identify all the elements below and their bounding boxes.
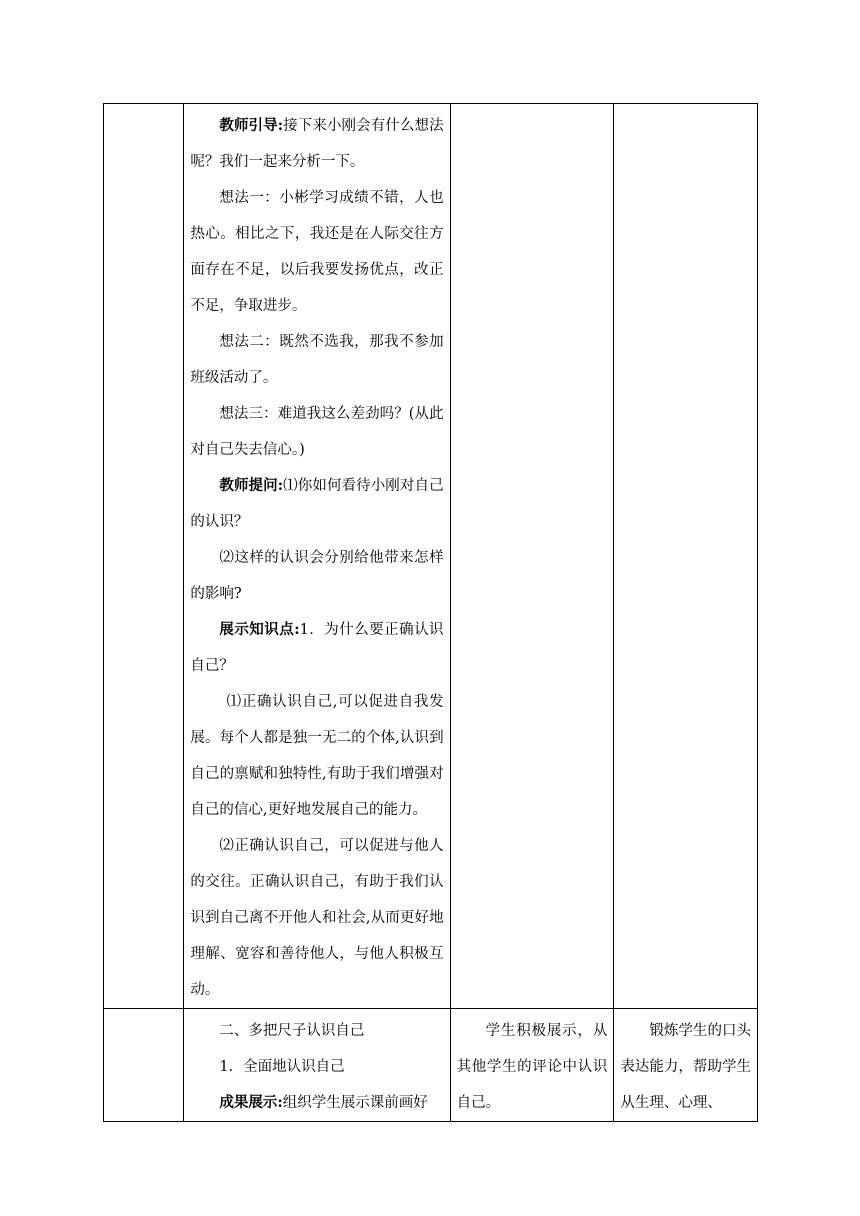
paragraph: 1．全面地认识自己: [219, 1059, 345, 1075]
paragraph: ⑵正确认识自己，可以促进与他人的交往。正确认识自己，有助于我们认识到自己离不开他人和社会,从而更好地理解、宽容和善待他人，与他人积极互动。: [190, 838, 444, 998]
table-row: [104, 104, 758, 1009]
paragraph: 想法二：既然不选我，那我不参加班级活动了。: [190, 334, 444, 386]
design-intent-cell: [614, 104, 758, 1009]
paragraph: 二、多把尺子认识自己: [219, 1023, 365, 1039]
paragraph: 学生积极展示，从其他学生的评论中认识自己。: [456, 1023, 608, 1111]
design-intent-cell: [614, 1009, 758, 1122]
stage-cell: [104, 1009, 184, 1122]
paragraph: 锻炼学生的口头表达能力，帮助学生从生理、心理、: [620, 1023, 751, 1111]
paragraph: ⑵这样的认识会分别给他带来怎样的影响?: [190, 550, 444, 602]
paragraph: ⑴正确认识自己,可以促进自我发展。每个人都是独一无二的个体,认识到自己的禀赋和独特性,有助于我们增强对自己的信心,更好地发展自己的能力。: [190, 694, 444, 818]
stage-cell: [104, 104, 184, 1009]
paragraph: 教师引导:接下来小刚会有什么想法呢？我们一起来分析一下。: [190, 117, 444, 170]
paragraph: 展示知识点:1．为什么要正确认识自己？: [190, 621, 444, 674]
lesson-plan-table: [103, 103, 758, 1122]
student-activity-cell: [450, 104, 614, 1009]
paragraph: 想法三：难道我这么差劲吗？(从此对自己失去信心。): [190, 406, 444, 458]
student-activity-cell: [450, 1009, 614, 1122]
paragraph: 成果展示:组织学生展示课前画好: [219, 1094, 428, 1111]
teacher-activity-cell: [184, 1009, 450, 1122]
paragraph: 想法一：小彬学习成绩不错，人也热心。相比之下，我还是在人际交往方面存在不足，以后我要发扬优点，改正不足，争取进步。: [190, 190, 444, 314]
teacher-activity-cell: [184, 104, 450, 1009]
paragraph: 教师提问:⑴你如何看待小刚对自己的认识？: [190, 477, 444, 530]
table-row: [104, 1009, 758, 1122]
